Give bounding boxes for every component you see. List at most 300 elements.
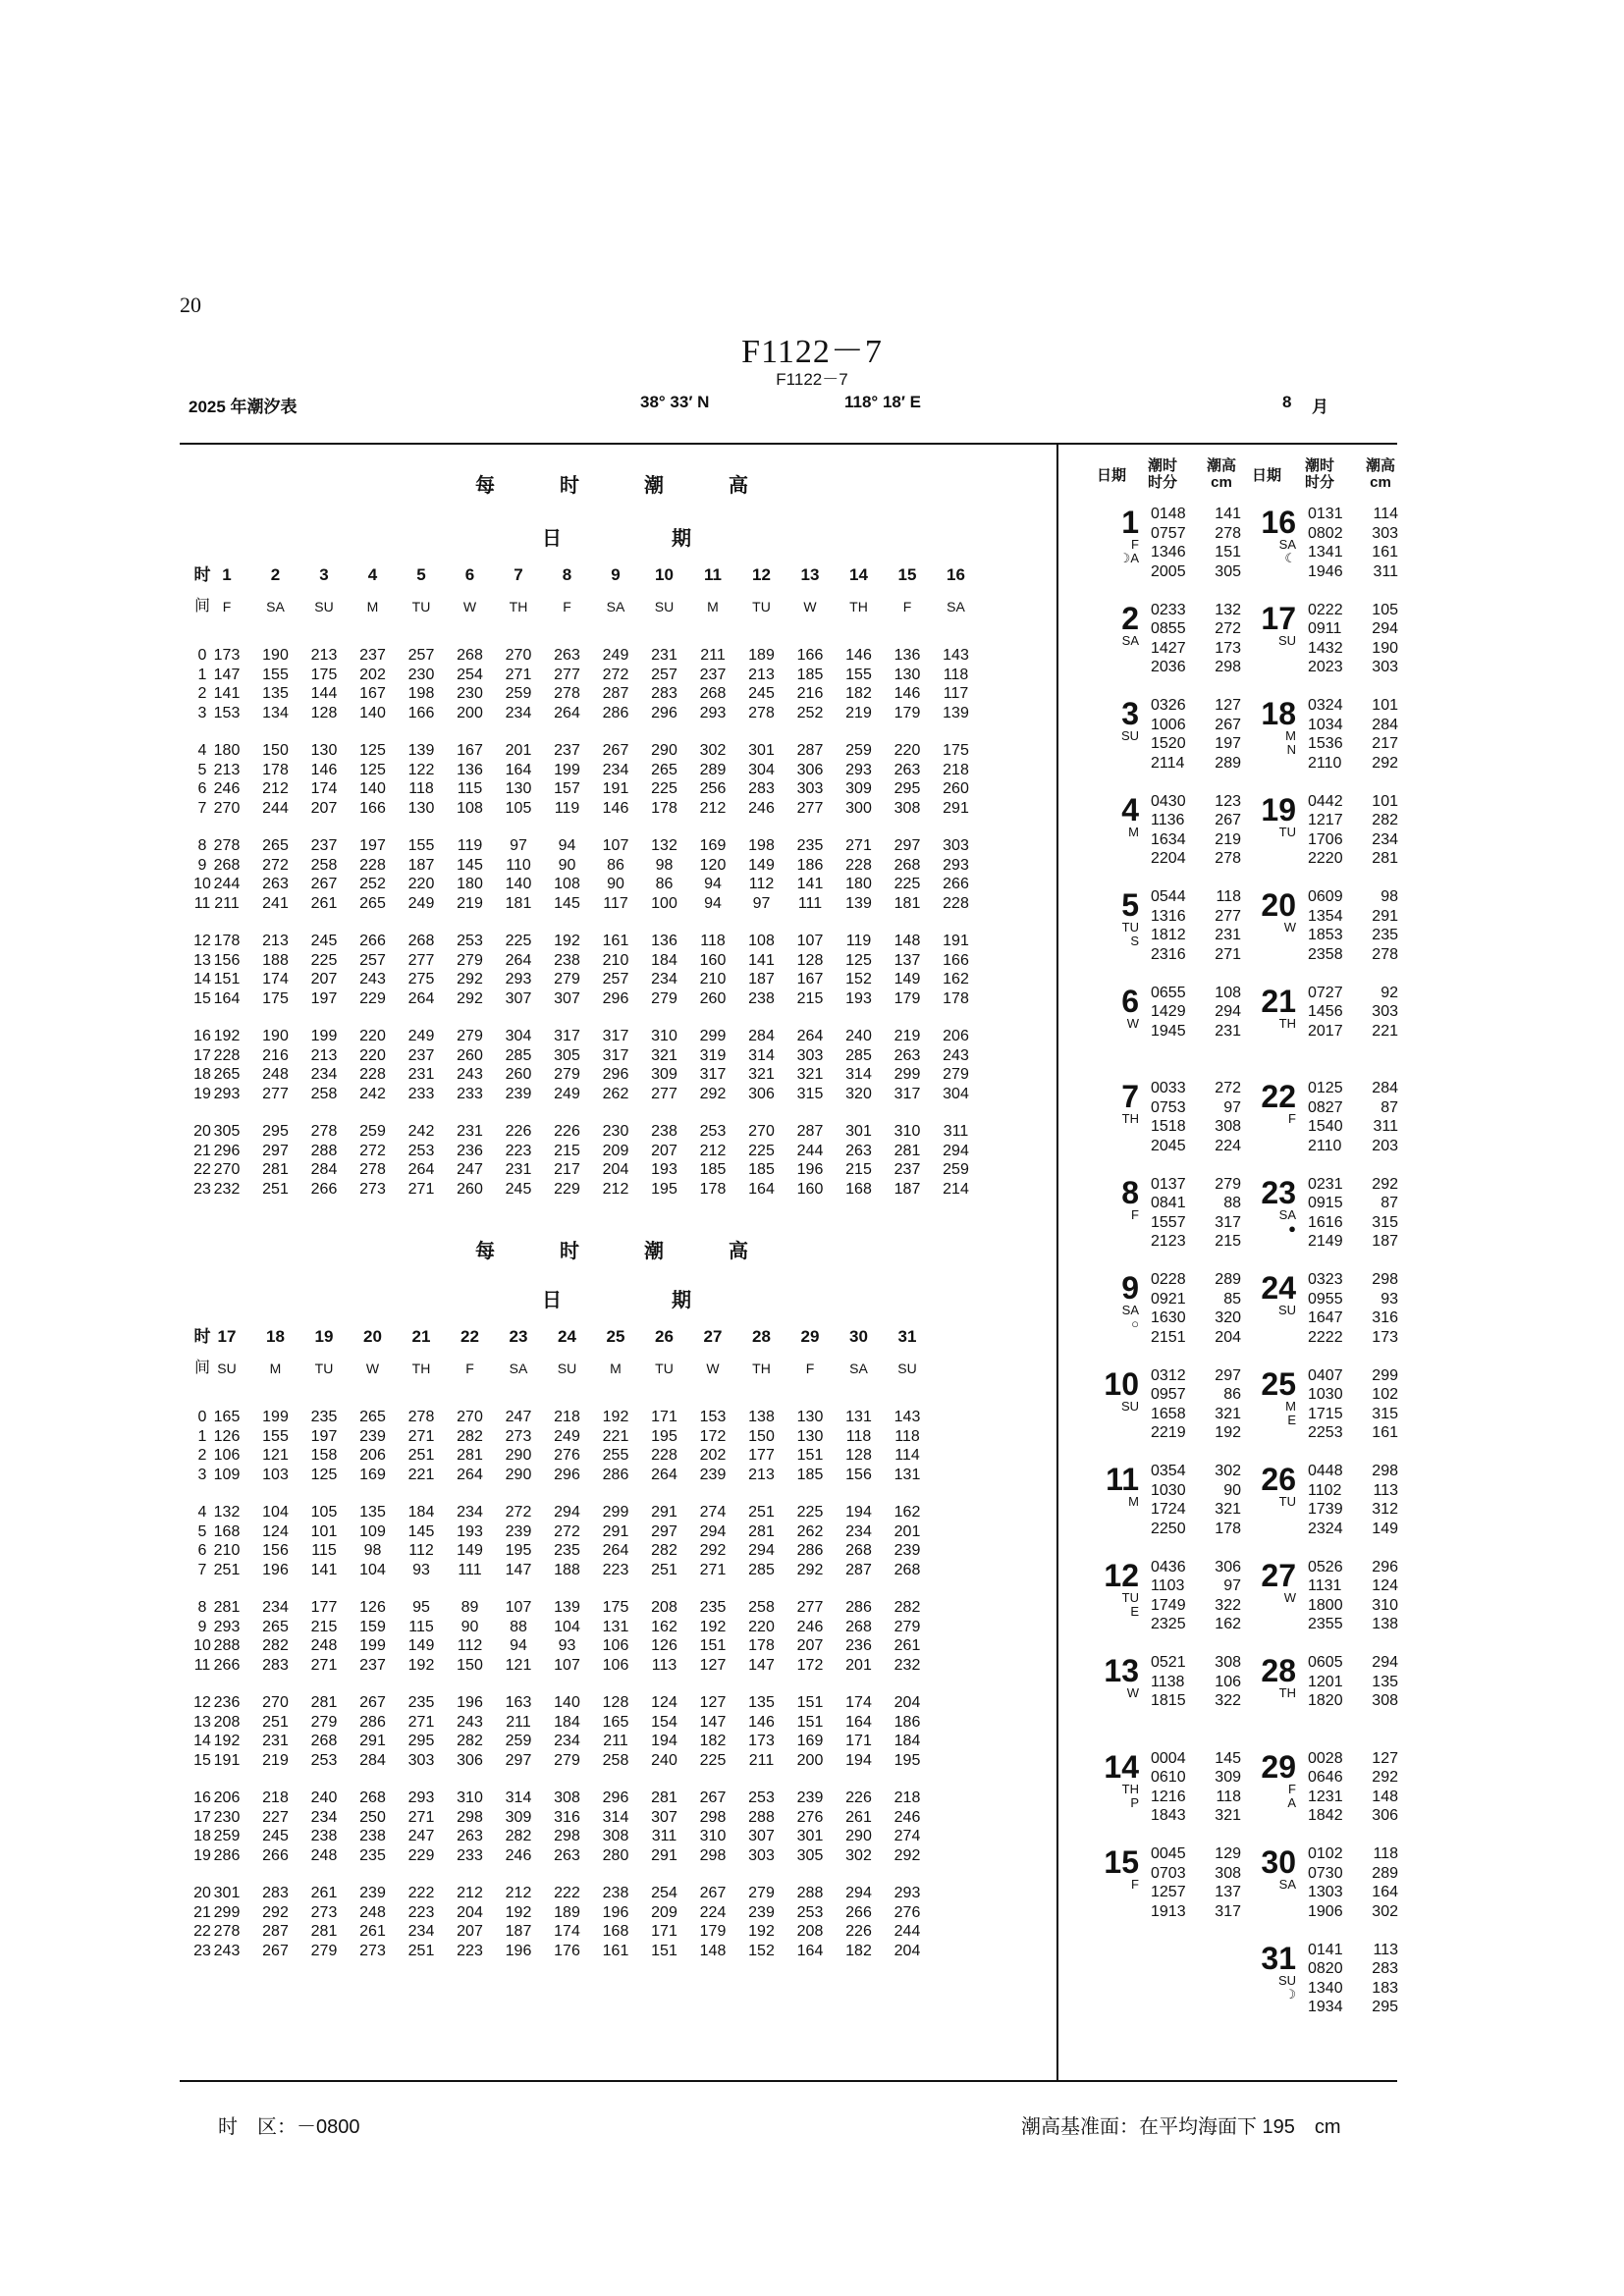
height-cell: 237 (310, 837, 338, 854)
tide-height: 234 (1372, 830, 1398, 848)
height-cell: 242 (359, 1085, 386, 1102)
height-cell: 281 (651, 1789, 677, 1806)
height-cell: 277 (651, 1085, 677, 1102)
height-cell: 249 (407, 894, 435, 912)
height-cell: 248 (310, 1637, 338, 1654)
height-cell: 266 (310, 1180, 338, 1198)
weekday: TU (655, 1361, 674, 1376)
height-cell: 259 (943, 1161, 969, 1178)
height-cell: 246 (505, 1846, 532, 1864)
height-cell: 231 (457, 1123, 483, 1140)
tide-time: 2110 (1308, 754, 1342, 772)
height-cell: 136 (457, 761, 483, 778)
height-cell: 192 (554, 933, 580, 949)
tide-time: 2023 (1308, 659, 1343, 675)
height-cell: 213 (262, 933, 289, 949)
weekday: M (1128, 824, 1139, 839)
height-cell: 317 (602, 1046, 629, 1064)
height-cell: 279 (554, 1066, 580, 1083)
height-cell: 308 (893, 799, 921, 817)
height-cell: 218 (262, 1789, 289, 1806)
weekday: TH (849, 599, 868, 614)
height-cell: 281 (262, 1161, 289, 1178)
tide-heights (1355, 601, 1398, 677)
tide-heights (1198, 505, 1241, 581)
height-cell: 234 (554, 1733, 580, 1749)
height-cell: 131 (893, 1466, 921, 1483)
height-cell: 299 (602, 1504, 629, 1521)
height-cell: 228 (359, 1066, 386, 1083)
tide-height: 292 (1372, 1175, 1398, 1193)
tide-day-entry (1247, 696, 1542, 784)
height-cell: 297 (262, 1142, 289, 1159)
tide-height: 197 (1215, 735, 1241, 752)
hl-header-height-right: 潮高 cm (1365, 457, 1395, 491)
tide-height: 137 (1215, 1884, 1241, 1900)
height-cell: 248 (310, 1846, 338, 1864)
height-cell: 273 (505, 1427, 532, 1445)
height-cell: 227 (262, 1808, 289, 1826)
height-cell: 226 (845, 1923, 872, 1940)
height-cell: 112 (748, 876, 775, 892)
day-number: 13 (800, 565, 820, 584)
tide-times (1151, 1558, 1186, 1634)
height-cell: 226 (554, 1123, 580, 1140)
height-cell: 307 (651, 1808, 677, 1826)
day-number: 22 (1261, 1079, 1296, 1114)
height-cell: 164 (748, 1180, 775, 1198)
height-cell: 163 (505, 1694, 532, 1711)
tide-heights (1198, 696, 1241, 773)
height-cell: 106 (602, 1656, 629, 1674)
tide-heights (1355, 1366, 1398, 1443)
height-cell: 263 (845, 1142, 872, 1159)
day-number: 17 (217, 1327, 237, 1346)
height-cell: 184 (893, 1733, 921, 1749)
height-cell: 271 (310, 1656, 338, 1674)
height-cell: 111 (797, 894, 823, 912)
height-cell: 243 (457, 1066, 483, 1083)
height-cell: 249 (602, 647, 629, 664)
height-cell: 225 (699, 1751, 727, 1769)
hour-cell: 7 (197, 1561, 207, 1578)
height-cell: 112 (408, 1542, 434, 1559)
height-cell: 234 (262, 1599, 289, 1616)
tide-heights (1355, 1941, 1398, 2017)
height-cell: 126 (359, 1599, 386, 1616)
height-cell: 181 (505, 894, 532, 912)
hour-cell: 18 (193, 1066, 211, 1083)
height-cell: 294 (554, 1504, 580, 1521)
height-cell: 193 (845, 989, 872, 1007)
height-cell: 223 (407, 1903, 435, 1921)
height-cell: 113 (651, 1656, 677, 1674)
tide-time: 1913 (1151, 1902, 1186, 1920)
height-cell: 285 (748, 1561, 775, 1578)
height-cell: 143 (943, 647, 969, 664)
height-cell: 266 (845, 1903, 872, 1921)
height-cell: 253 (457, 933, 483, 949)
weekday: SU (557, 1361, 577, 1376)
hour-cell: 21 (193, 1142, 211, 1159)
height-cell: 292 (457, 971, 483, 988)
height-cell: 231 (505, 1161, 532, 1178)
height-cell: 270 (262, 1694, 289, 1711)
height-cell: 165 (602, 1713, 629, 1731)
height-cell: 160 (699, 951, 727, 969)
height-cell: 283 (651, 685, 677, 702)
height-cell: 238 (748, 989, 775, 1007)
height-cell: 293 (407, 1789, 435, 1806)
tide-height: 92 (1380, 984, 1398, 1001)
height-cell: 156 (845, 1466, 872, 1483)
height-cell: 240 (845, 1028, 872, 1044)
moon-phase-mark: N (1286, 742, 1296, 757)
tide-height: 123 (1215, 792, 1241, 810)
height-cell: 238 (310, 1828, 338, 1844)
hour-cell: 0 (197, 647, 207, 664)
tide-times (1151, 601, 1186, 677)
height-cell: 167 (457, 742, 483, 759)
height-cell: 211 (748, 1751, 775, 1769)
height-cell: 210 (699, 971, 727, 988)
height-cell: 178 (262, 761, 289, 778)
height-cell: 135 (262, 685, 289, 702)
tide-height: 317 (1215, 1213, 1241, 1231)
tide-time: 1540 (1308, 1118, 1343, 1135)
tide-time: 2355 (1308, 1616, 1343, 1632)
height-cell: 247 (505, 1409, 532, 1425)
height-cell: 261 (310, 1885, 338, 1901)
weekday: TU (1278, 1494, 1296, 1509)
height-cell: 285 (505, 1046, 532, 1064)
day-number: 12 (752, 565, 771, 584)
height-cell: 200 (796, 1751, 824, 1769)
height-cell: 119 (845, 933, 872, 949)
height-cell: 293 (893, 1885, 921, 1901)
tide-height: 192 (1215, 1424, 1241, 1441)
height-cell: 294 (943, 1142, 969, 1159)
height-cell: 119 (554, 799, 580, 817)
height-cell: 260 (457, 1180, 483, 1198)
height-cell: 238 (554, 951, 580, 969)
height-cell: 279 (457, 951, 483, 969)
height-cell: 104 (262, 1504, 289, 1521)
tide-times (1151, 792, 1186, 869)
tide-height: 281 (1372, 850, 1398, 867)
tide-heights (1355, 1079, 1398, 1155)
height-cell: 284 (359, 1751, 386, 1769)
day-number: 3 (1121, 696, 1139, 731)
tide-time: 1136 (1151, 812, 1185, 828)
day-number: 24 (1261, 1270, 1296, 1306)
height-cell: 271 (407, 1180, 435, 1198)
height-cell: 296 (651, 704, 677, 721)
height-cell: 194 (845, 1751, 872, 1769)
height-cell: 298 (457, 1808, 483, 1826)
tide-height: 161 (1372, 1424, 1398, 1441)
height-cell: 273 (310, 1903, 338, 1921)
tide-times (1308, 1270, 1343, 1347)
tide-day-entry (1247, 1079, 1542, 1167)
tide-time: 0102 (1308, 1845, 1343, 1862)
height-cell: 118 (894, 1427, 920, 1445)
height-cell: 140 (359, 704, 386, 721)
tide-time: 2325 (1151, 1616, 1186, 1632)
height-cell: 284 (748, 1028, 775, 1044)
day-number: 4 (1121, 791, 1139, 828)
height-cell: 175 (310, 666, 338, 683)
tide-height: 303 (1372, 524, 1398, 542)
weekday: F (465, 1361, 474, 1376)
height-cell: 282 (457, 1427, 483, 1445)
height-cell: 278 (407, 1409, 435, 1425)
tide-time: 1946 (1308, 562, 1343, 580)
height-cell: 308 (602, 1828, 629, 1844)
hour-cell: 20 (193, 1123, 211, 1140)
height-cell: 281 (893, 1142, 921, 1159)
height-cell: 115 (311, 1542, 337, 1559)
height-cell: 294 (748, 1542, 775, 1559)
height-cell: 321 (796, 1066, 824, 1083)
height-cell: 164 (505, 761, 532, 778)
hour-cell: 22 (193, 1923, 211, 1940)
hour-cell: 1 (197, 666, 207, 683)
height-cell: 298 (554, 1828, 580, 1844)
height-cell: 302 (699, 742, 727, 759)
height-cell: 221 (407, 1466, 435, 1483)
height-cell: 252 (796, 704, 824, 721)
tide-height: 284 (1372, 1080, 1398, 1096)
tide-time: 0526 (1308, 1558, 1343, 1575)
day-number: 9 (611, 565, 621, 584)
tide-height: 289 (1215, 754, 1241, 772)
height-cell: 297 (505, 1751, 532, 1769)
tide-time: 1103 (1151, 1577, 1185, 1594)
datum-note: 潮高基准面：在平均海面下 195 cm (1021, 2116, 1341, 2138)
tide-time: 1815 (1151, 1692, 1186, 1709)
day-number: 5 (416, 565, 426, 584)
weekday: F (1288, 1111, 1296, 1126)
weekday: M (707, 599, 719, 614)
height-cell: 276 (554, 1447, 580, 1464)
day-number: 9 (1121, 1270, 1139, 1306)
tide-heights (1355, 1462, 1398, 1538)
height-cell: 107 (602, 837, 629, 854)
weekday: TH (1278, 1015, 1296, 1031)
height-cell: 296 (602, 1789, 629, 1806)
height-cell: 320 (845, 1085, 872, 1102)
weekday: F (1131, 1877, 1139, 1892)
height-cell: 253 (310, 1751, 338, 1769)
moon-phase-mark: A (1287, 1794, 1296, 1810)
tide-time: 1201 (1308, 1673, 1343, 1690)
height-cell: 234 (845, 1522, 872, 1540)
tide-height: 278 (1372, 945, 1398, 963)
tide-time: 0802 (1308, 524, 1343, 542)
tide-height: 231 (1215, 927, 1241, 943)
height-cell: 294 (699, 1522, 727, 1540)
height-cell: 236 (845, 1637, 872, 1654)
height-cell: 185 (699, 1161, 727, 1178)
height-cell: 218 (893, 1789, 921, 1806)
height-cell: 310 (893, 1123, 921, 1140)
tide-height: 317 (1215, 1902, 1241, 1920)
tide-height: 215 (1215, 1233, 1241, 1250)
tide-height: 204 (1215, 1328, 1241, 1346)
tide-time: 1749 (1151, 1596, 1186, 1614)
tide-times (1308, 792, 1343, 869)
tide-time: 0703 (1151, 1864, 1186, 1882)
weekday: W (803, 599, 817, 614)
height-cell: 239 (893, 1542, 921, 1559)
day-number: 1 (222, 565, 232, 584)
height-cell: 278 (213, 1923, 241, 1940)
height-cell: 197 (310, 989, 338, 1007)
day-number: 30 (1261, 1844, 1296, 1880)
height-cell: 308 (554, 1789, 580, 1806)
day-number: 26 (1261, 1462, 1296, 1497)
moon-phase-mark: S (1130, 934, 1139, 948)
height-cell: 288 (796, 1885, 824, 1901)
height-cell: 187 (893, 1180, 921, 1198)
height-cell: 283 (262, 1656, 289, 1674)
weekday: SU (654, 599, 675, 614)
height-cell: 121 (505, 1656, 532, 1674)
weekday: TH (1121, 1111, 1139, 1126)
height-cell: 145 (554, 894, 580, 912)
tide-time: 1634 (1151, 830, 1186, 848)
tide-time: 1630 (1151, 1309, 1186, 1326)
height-cell: 270 (505, 647, 532, 664)
height-cell: 197 (310, 1427, 338, 1445)
height-cell: 131 (845, 1409, 872, 1425)
height-cell: 141 (310, 1561, 338, 1578)
height-cell: 194 (845, 1504, 872, 1521)
height-cell: 107 (796, 933, 824, 949)
day-number: 27 (703, 1327, 723, 1346)
day-number: 25 (606, 1327, 625, 1346)
weekday: F (1131, 537, 1139, 552)
height-cell: 130 (407, 799, 435, 817)
height-cell: 141 (748, 951, 775, 969)
tide-height: 87 (1380, 1098, 1398, 1116)
height-cell: 145 (407, 1522, 435, 1540)
height-cell: 167 (359, 685, 386, 702)
hour-cell: 20 (193, 1885, 211, 1901)
height-cell: 263 (893, 1046, 921, 1064)
height-cell: 165 (213, 1409, 241, 1425)
height-cell: 278 (748, 704, 775, 721)
height-cell: 246 (893, 1808, 921, 1826)
height-cell: 177 (310, 1599, 338, 1616)
tide-time: 1102 (1308, 1481, 1342, 1499)
tide-time: 1812 (1151, 927, 1186, 943)
height-cell: 289 (699, 761, 727, 778)
tide-height: 102 (1372, 1386, 1398, 1403)
tide-height: 294 (1372, 620, 1398, 637)
height-cell: 307 (748, 1828, 775, 1844)
height-cell: 255 (602, 1447, 629, 1464)
height-cell: 229 (407, 1846, 435, 1864)
tide-time: 0231 (1308, 1175, 1343, 1193)
height-cell: 188 (262, 951, 289, 969)
height-cell: 238 (651, 1123, 677, 1140)
tide-time: 1658 (1151, 1405, 1186, 1422)
tide-time: 1820 (1308, 1692, 1343, 1709)
height-cell: 239 (359, 1885, 386, 1901)
tide-height: 284 (1372, 716, 1398, 733)
height-cell: 161 (602, 1942, 629, 1959)
height-cell: 224 (699, 1903, 727, 1921)
weekday: SA (606, 599, 625, 614)
height-cell: 211 (603, 1733, 628, 1749)
hour-cell: 10 (193, 876, 211, 892)
height-cell: 220 (359, 1046, 386, 1064)
tide-time: 2017 (1308, 1022, 1343, 1040)
tide-heights (1355, 1558, 1398, 1634)
height-cell: 214 (943, 1180, 969, 1198)
height-cell: 265 (359, 1409, 386, 1425)
height-cell: 130 (310, 742, 338, 759)
top-rule (180, 443, 1397, 445)
height-cell: 275 (407, 971, 435, 988)
height-cell: 107 (505, 1599, 532, 1616)
height-cell: 235 (699, 1599, 727, 1616)
height-cell: 254 (457, 666, 483, 683)
height-cell: 193 (651, 1161, 677, 1178)
height-cell: 195 (651, 1180, 677, 1198)
height-cell: 303 (943, 837, 969, 854)
height-cell: 260 (505, 1066, 532, 1083)
height-cell: 262 (602, 1085, 629, 1102)
day-number: 7 (514, 565, 523, 584)
height-cell: 268 (359, 1789, 386, 1806)
tide-height: 132 (1215, 601, 1241, 618)
tide-height: 321 (1215, 1501, 1241, 1518)
height-cell: 128 (602, 1694, 629, 1711)
height-cell: 179 (699, 1923, 727, 1940)
height-cell: 271 (699, 1561, 727, 1578)
day-number: 8 (1121, 1174, 1139, 1210)
height-cell: 281 (748, 1522, 775, 1540)
height-cell: 260 (457, 1046, 483, 1064)
height-cell: 212 (457, 1885, 483, 1901)
tide-time: 1843 (1151, 1807, 1186, 1824)
height-cell: 257 (602, 971, 629, 988)
weekday: M (269, 1361, 282, 1376)
height-cell: 146 (602, 799, 629, 817)
tide-time: 0436 (1151, 1558, 1186, 1575)
height-cell: 298 (699, 1808, 727, 1826)
height-cell: 271 (505, 666, 532, 683)
tide-time: 0312 (1151, 1366, 1186, 1384)
height-cell: 136 (651, 933, 677, 949)
day-number: 17 (1261, 600, 1296, 636)
height-cell: 281 (457, 1447, 483, 1464)
height-cell: 139 (554, 1599, 580, 1616)
height-cell: 94 (704, 894, 722, 912)
weekday: F (805, 1361, 815, 1376)
weekday: TU (1278, 824, 1296, 839)
height-cell: 272 (505, 1504, 532, 1521)
height-cell: 292 (457, 989, 483, 1007)
height-cell: 268 (407, 933, 435, 949)
hour-cell: 19 (193, 1846, 211, 1864)
height-cell: 303 (796, 780, 824, 797)
weekday: W (365, 1361, 380, 1376)
tide-times (1151, 1079, 1186, 1155)
